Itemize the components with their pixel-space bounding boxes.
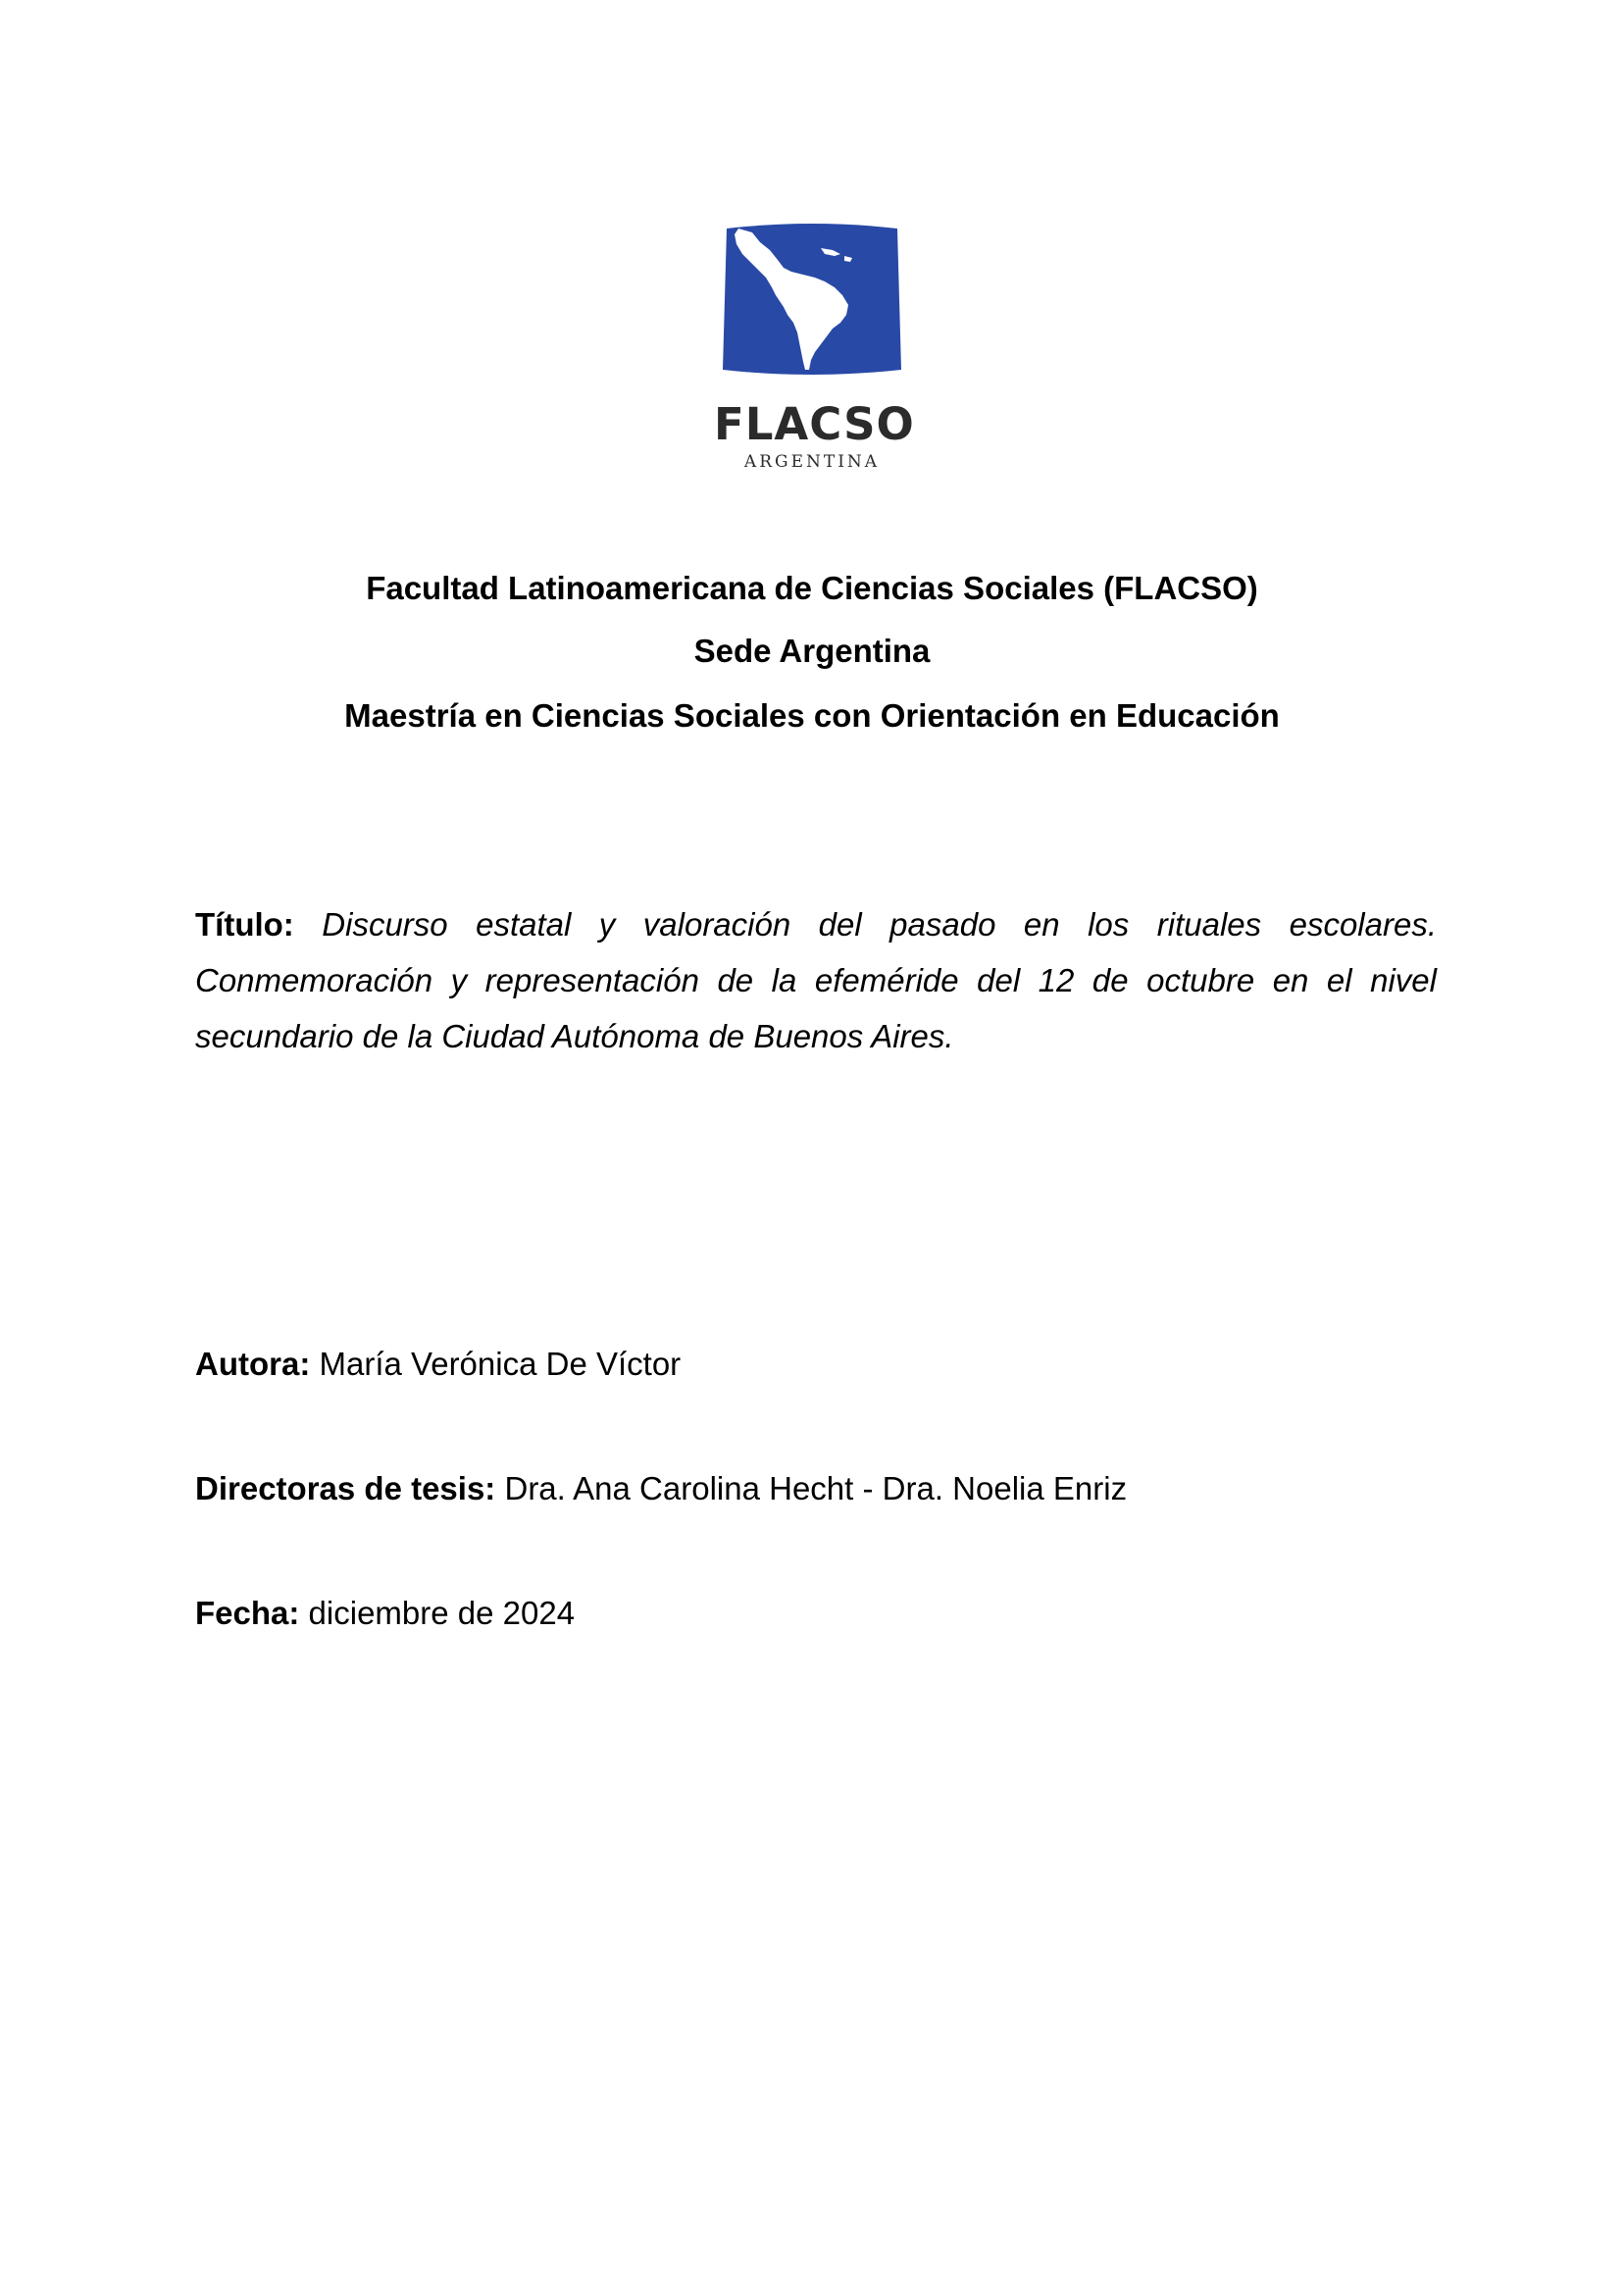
title-label: Título: [195,906,294,943]
institution-name: Facultad Latinoamericana de Ciencias Sociales (FLACSO) [366,570,1258,606]
logo-wordmark: FLACSO [714,398,915,450]
directors-value: Dra. Ana Carolina Hecht - Dra. Noelia Enriz [504,1470,1128,1506]
program-name: Maestría en Ciencias Sociales con Orientación en Educación [344,697,1280,734]
date-field [195,1594,575,1633]
date-label: Fecha: [195,1595,300,1631]
flacso-logo [714,221,915,481]
latin-america-map-emblem [719,221,905,378]
date-value: diciembre de 2024 [308,1595,576,1631]
title-text: Discurso estatal y valoración del pasado en los rituales escolares. Conmemoración y representación de la efeméride del 12 de octubre en el nivel secundario de la Ciudad Autónoma de Buenos Aires. [195,906,1438,1054]
author-field [195,1345,681,1384]
author-label: Autora: [195,1346,311,1382]
directors-label: Directoras de tesis: [195,1470,496,1506]
directors-field [195,1469,1127,1508]
author-value: María Verónica De Víctor [319,1346,682,1382]
logo-country: ARGENTINA [743,452,881,472]
thesis-title [195,896,1437,1064]
institution-seat: Sede Argentina [693,633,931,669]
